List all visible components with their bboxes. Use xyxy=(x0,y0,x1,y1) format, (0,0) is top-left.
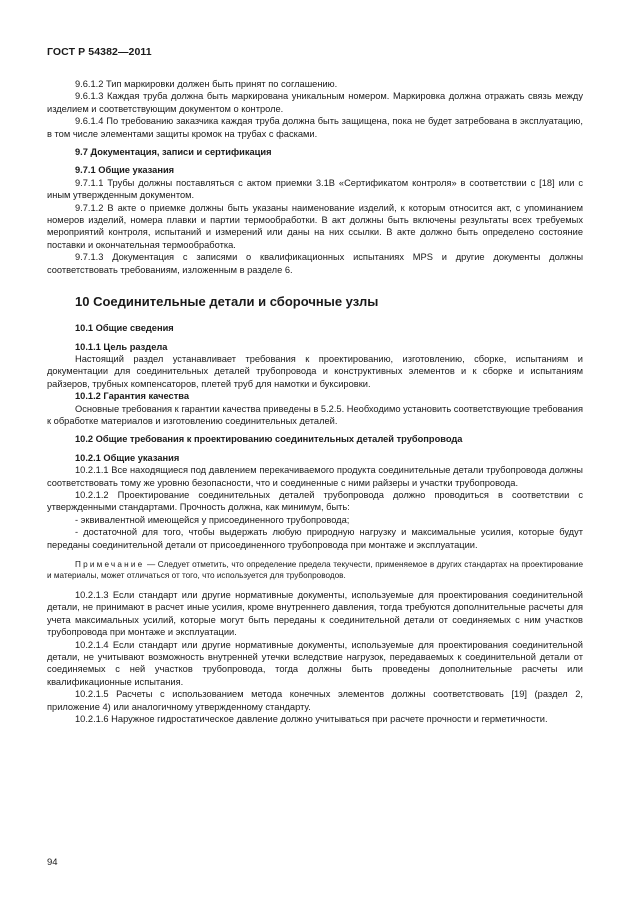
paragraph-10-2-1-6: 10.2.1.6 Наружное гидростатическое давление должно учитываться при расчете прочности и герметичности. xyxy=(75,714,548,725)
standard-header: ГОСТ Р 54382—2011 xyxy=(47,46,152,58)
paragraph-9-6-1-3: 9.6.1.3 Каждая труба должна быть маркирована уникальным номером. Маркировка должна отражать связь между изделием и соответствующим документом о контроле. xyxy=(47,91,583,114)
heading-10-1-2: 10.1.2 Гарантия качества xyxy=(75,391,190,402)
paragraph-9-7-1-2: 9.7.1.2 В акте о приемке должны быть указаны наименование изделий, к которым относится акт, с упоминанием номеров изделий, номера плавки и партии термообработки. В акт должны быть включены результаты всех требуемых мероприятий контроля, испытаний и измерений или даны на них ссылки. В акте должно быть определено состояние поставки и окончательная термообработка. xyxy=(47,202,583,250)
note-text: — Следует отметить, что определение предела текучести, применяемое в других стандартах на проектирование и материалы, может отличаться от того, что используется для трубопроводов. xyxy=(47,560,583,580)
heading-10-1: 10.1 Общие сведения xyxy=(75,323,174,334)
paragraph-9-7-1-3: 9.7.1.3 Документация с записями о квалификационных испытаниях MPS и другие документы должны соответствовать требованиям, изложенным в разделе 6. xyxy=(47,252,583,275)
heading-10-2: 10.2 Общие требования к проектированию соединительных деталей трубопровода xyxy=(75,434,463,445)
paragraph-10-2-1-4: 10.2.1.4 Если стандарт или другие нормативные документы, используемые для проектирования соединительной детали, не учитывают возможность внутренней утечки вследствие нагрузок, передаваемых к соединительной детали от соединяемых с ней участков трубопровода, тогда должны быть проведены дополнительные расчеты или квалификационные испытания. xyxy=(47,639,583,687)
paragraph-10-2-1-3: 10.2.1.3 Если стандарт или другие нормативные документы, используемые для проектирования соединительной детали, не принимают в расчет иные усилия, кроме внутреннего давления, тогда требуются дополнительные расчеты для учета максимальных усилий, которые могут быть переданы к соединительной детали от соединяемых с ним участков трубопровода при монтаже и эксплуатации. xyxy=(47,590,583,638)
list-item-sufficient: - достаточной для того, чтобы выдержать любую природную нагрузку и максимальные усилия, которые будут переданы соединительной детали от присоединенного трубопровода при монтаже и эксплуатации. xyxy=(47,527,583,550)
paragraph-10-1-1: Настоящий раздел устанавливает требования к проектированию, изготовлению, сборке, испытаниям и документации для соединительных деталей трубопровода и конструктивных элементов и к сборке и испытаниям райзеров, трубных компенсаторов, плетей труб для намотки и буксировки. xyxy=(47,353,583,389)
heading-10-1-1: 10.1.1 Цель раздела xyxy=(75,341,168,352)
list-item-equivalent: - эквивалентной имеющейся у присоединенного трубопровода; xyxy=(75,514,350,525)
heading-9-7: 9.7 Документация, записи и сертификация xyxy=(75,147,272,158)
paragraph-10-2-1-1: 10.2.1.1 Все находящиеся под давлением перекачиваемого продукта соединительные детали трубопровода должны соответствовать тому же уровню безопасности, что и соединенные с ними райзеры и участки трубопровода. xyxy=(47,465,583,488)
paragraph-10-1-2: Основные требования к гарантии качества приведены в 5.2.5. Необходимо установить соответствующие требования к обработке материалов и изготовлению соединительных деталей. xyxy=(47,403,583,426)
page-number: 94 xyxy=(47,857,58,868)
heading-9-7-1: 9.7.1 Общие указания xyxy=(75,165,175,176)
chapter-10-title: 10 Соединительные детали и сборочные узлы xyxy=(75,294,379,310)
note-yield-strength xyxy=(47,559,583,581)
paragraph-10-2-1-2: 10.2.1.2 Проектирование соединительных деталей трубопровода должно проводиться в соответствии с утвержденными стандартами. Прочность должна, как минимум, быть: xyxy=(47,489,583,513)
note-label: Примечание xyxy=(75,560,145,569)
page-content xyxy=(47,78,583,725)
paragraph-9-6-1-2: 9.6.1.2 Тип маркировки должен быть принят по соглашению. xyxy=(75,79,338,89)
paragraph-9-6-1-4: 9.6.1.4 По требованию заказчика каждая труба должна быть защищена, пока не будет затребована в эксплуатацию, в том числе элементами защиты кромок на трубах с фасками. xyxy=(47,116,583,139)
paragraph-9-7-1-1: 9.7.1.1 Трубы должны поставляться с актом приемки 3.1В «Сертификатом контроля» в соответствии с [18] или с иным утвержденным документом. xyxy=(47,177,583,201)
paragraph-10-2-1-5: 10.2.1.5 Расчеты с использованием метода конечных элементов должны соответствовать [19] (раздел 2, приложение 4) или аналогичному утвержденному стандарту. xyxy=(47,689,583,712)
heading-10-2-1: 10.2.1 Общие указания xyxy=(75,452,180,463)
